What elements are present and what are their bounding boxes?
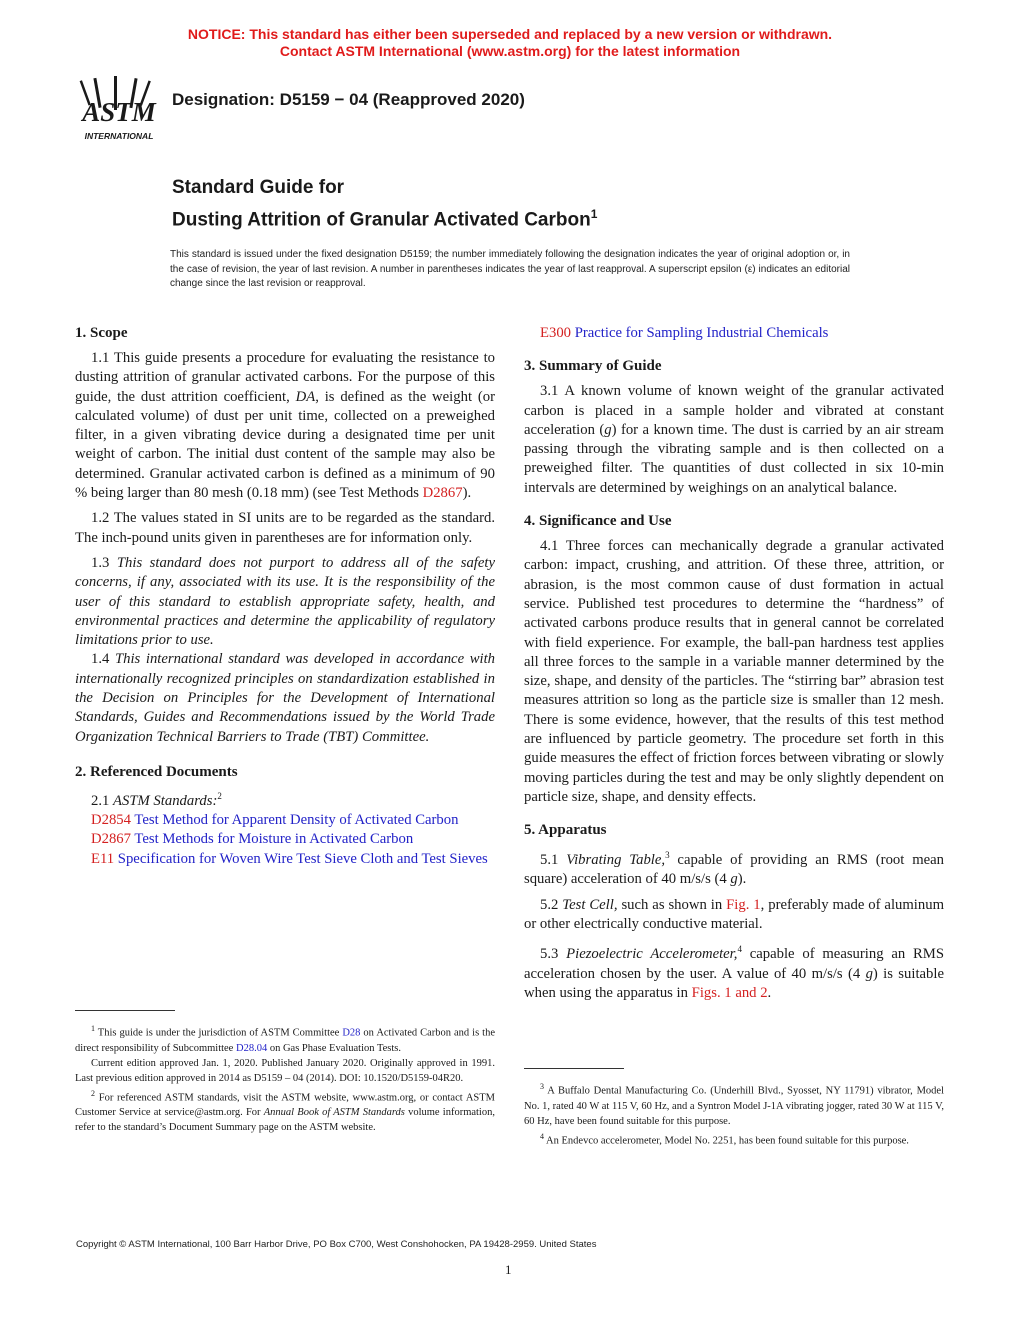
link-d28-04[interactable]: D28.04 xyxy=(235,1042,268,1054)
section-heading-apparatus: 5. Apparatus xyxy=(524,822,607,839)
notice-line-2: Contact ASTM International (www.astm.org) for the latest information xyxy=(279,43,741,59)
title-line-2: Dusting Attrition of Granular Activated Carbon$^1$ xyxy=(172,207,598,231)
section-heading-significance: 4. Significance and Use xyxy=(524,513,672,530)
reference-e300[interactable]: E300 Practice for Sampling Industrial Chemicals xyxy=(540,325,829,341)
title-footnote-ref[interactable]: 1 xyxy=(590,207,598,221)
logo-text: ASTM xyxy=(82,97,156,127)
paragraph-5-1: 5.1 Vibrating Table,$^3$ capable of providing an RMS (root mean square) acceleration of 40 m/s/s (4 g). xyxy=(524,850,944,888)
reference-d2854[interactable]: D2854 Test Method for Apparent Density of Activated Carbon xyxy=(91,812,459,829)
designation: Designation: D5159 − 04 (Reapproved 2020) xyxy=(172,90,525,109)
footnotes-left xyxy=(75,1021,495,1135)
astm-logo-mark xyxy=(76,76,162,146)
paragraph-1-1: 1.1 This guide presents a procedure for evaluating the resistance to dusting attrition of granular activated carbons. For the purpose of this guide, the dust attrition coefficient, DA, is defined as the weight (or calculated volume) of dust per unit time, collected on a preweighed filter, in a given vibrating device during a designated time per unit weight of carbon. The initial dust content of the sample may also be determined. Granular activated carbon is defined as a minimum of 90 % being larger than 80 mesh (0.18 mm) (see Test Methods D2867). xyxy=(75,350,495,502)
left-column xyxy=(75,324,495,869)
paragraph-4-1: 4.1 Three forces can mechanically degrade a granular activated carbon: impact, crushing, and attrition. Of these three, attrition, or abrasion, is the most common cause of dust formation in actual service. Published test procedures to determine the “hardness” of activated carbons produce results that in general cannot be correlated with field experience. For example, the ball-pan hardness test applies all three forces to the sample in a variable manner determined by the size, shape, and density of the particles. The “stirring bar” abrasion test measures attrition so long as the particle size is smaller than 12 mesh. There is some evidence, however, that the results of this test method are influenced by particle geometry. The procedure set forth in this guide measures the effect of friction forces between vibrating or slowly moving particles during the test and may be only slightly dependent on particle size, shape, and density effects. xyxy=(524,538,944,805)
paragraph-2-1: 2.1 ASTM Standards:$^2$ xyxy=(91,790,222,809)
section-heading-referenced: 2. Referenced Documents xyxy=(75,763,238,780)
paragraph-3-1: 3.1 A known volume of known weight of the granular activated carbon is placed in a sample holder and vibrated at constant acceleration (g) for a known time. The dust is carried by an air stream passing through the vibrating sample and is then collected on a preweighed filter. The quantities of dust collected in six 10-min intervals are determined by weighings on an analytical balance. xyxy=(524,383,944,496)
footnotes-right xyxy=(524,1079,944,1148)
footnote-1-edition: Current edition approved Jan. 1, 2020. Published January 2020. Originally approved in 1991. Last previous edition approved in 2014 as D5159 – 04 (2014). DOI: 10.1520/D5159-04R20. xyxy=(75,1057,495,1084)
right-column xyxy=(524,324,944,1003)
paragraph-1-2: 1.2 The values stated in SI units are to be regarded as the standard. The inch-pound units given in parentheses are for information only. xyxy=(75,510,495,546)
copyright-line: Copyright © ASTM International, 100 Barr Harbor Drive, PO Box C700, West Conshohocken, PA 19428-2959. United States xyxy=(76,1239,597,1250)
notice-line-1: NOTICE: This standard has either been superseded and replaced by a new version or withdrawn. xyxy=(187,26,833,42)
logo-subtext: INTERNATIONAL xyxy=(84,131,154,141)
footnote-3: $^3$ A Buffalo Dental Manufacturing Co. (Underhill Blvd., Syosset, NY 11791) vibrator, Model No. 1, rated 40 W at 115 V, 60 Hz, and a Syntron Model J-1A vibrating jogger, rated 30 W at 115 V, 60 Hz, have been found suitable for this purpose. xyxy=(524,1082,944,1127)
paragraph-5-3: 5.3 Piezoelectric Accelerometer,$^4$ capable of measuring an RMS acceleration chosen by the user. A value of 40 m/s/s (4 g) is suitable when using the apparatus in Figs. 1 and 2. xyxy=(524,944,944,1001)
link-figs-1-and-2[interactable]: Figs. 1 and 2 xyxy=(691,984,768,1001)
document-title xyxy=(172,175,597,233)
reference-d2867[interactable]: D2867 Test Methods for Moisture in Activated Carbon xyxy=(91,831,414,848)
title-line-1: Standard Guide for xyxy=(172,177,345,198)
page-number: 1 xyxy=(505,1262,512,1277)
link-d2867[interactable]: D2867 xyxy=(422,485,463,502)
section-heading-summary: 3. Summary of Guide xyxy=(524,358,662,375)
section-heading-scope: 1. Scope xyxy=(75,325,128,341)
paragraph-1-3: 1.3 This standard does not purport to address all of the safety concerns, if any, associated with its use. It is the responsibility of the user of this standard to establish appropriate safety, health, and environmental practices and determine the applicability of regulatory limitations prior to use. xyxy=(75,554,496,649)
footnote-separator-right xyxy=(524,1068,624,1069)
link-fig-1[interactable]: Fig. 1 xyxy=(726,896,761,913)
footnote-4: $^4$ An Endevco accelerometer, Model No. 2251, has been found suitable for this purpose. xyxy=(540,1131,909,1146)
paragraph-1-4: 1.4 This international standard was developed in accordance with internationally recognized principles on standardization established in the Decision on Principles for the Development of International Standards, Guides and Recommendations issued by the World Trade Organization Technical Barriers to Trade (TBT) Committee. xyxy=(75,651,495,745)
withdrawal-notice xyxy=(0,26,1020,60)
paragraph-5-2: 5.2 Test Cell, such as shown in Fig. 1, preferably made of aluminum or other electrically conductive material. xyxy=(524,896,944,933)
reference-e11[interactable]: E11 Specification for Woven Wire Test Sieve Cloth and Test Sieves xyxy=(91,850,488,867)
link-d28[interactable]: D28 xyxy=(342,1027,361,1039)
footnote-separator-left xyxy=(75,1010,175,1011)
footnote-1: $^1$ This guide is under the jurisdiction of ASTM Committee D28 on Activated Carbon and is the direct responsibility of Subcommittee D28.04 on Gas Phase Evaluation Tests. xyxy=(75,1024,496,1054)
issuance-note: This standard is issued under the fixed designation D5159; the number immediately following the designation indicates the year of original adoption or, in the case of revision, the year of last revision. A number in parentheses indicates the year of last reapproval. A superscript epsilon (ε) indicates an editorial change since the last revision or reapproval. xyxy=(170,249,850,290)
astm-logo xyxy=(76,76,162,146)
footnote-2: $^2$ For referenced ASTM standards, visit the ASTM website, www.astm.org, or contact ASTM Customer Service at service@astm.org. For Annual Book of ASTM Standards volume information, refer to the standard’s Document Summary page on the ASTM website. xyxy=(75,1088,495,1133)
